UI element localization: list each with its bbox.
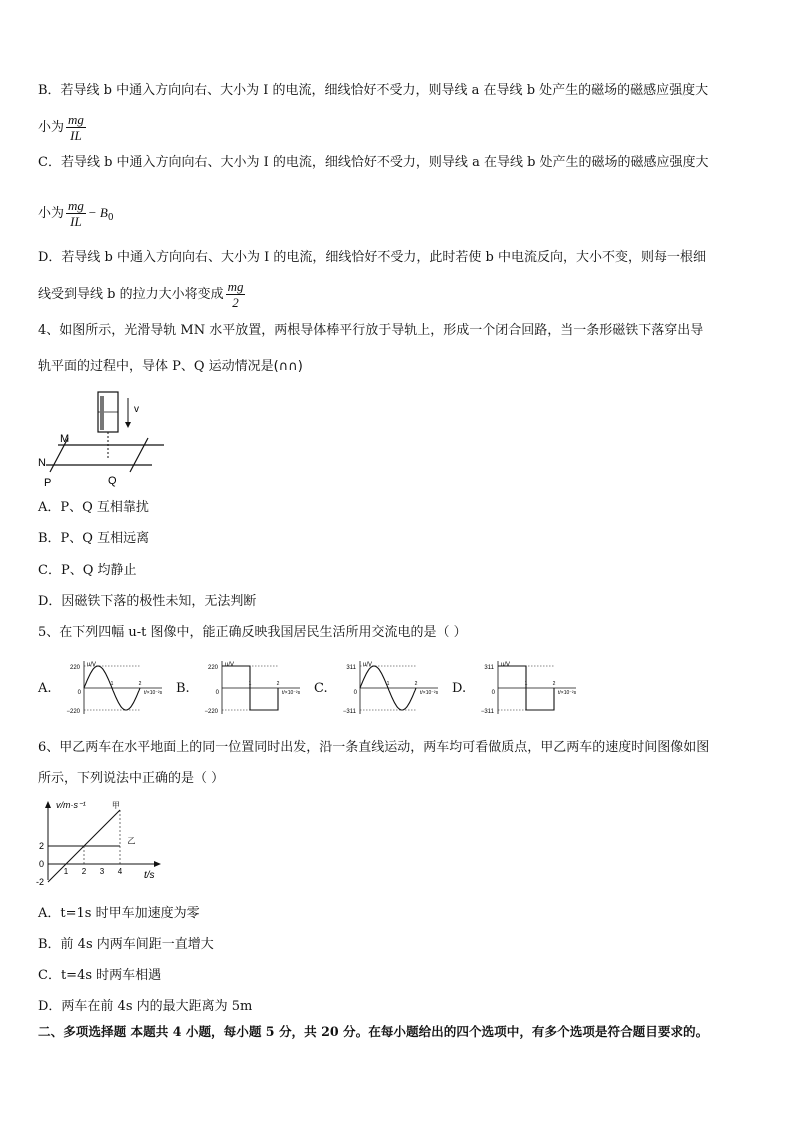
q5-option-label: C. xyxy=(314,681,328,696)
tick-label: 2 xyxy=(414,681,418,687)
q6-velocity-time-chart xyxy=(36,798,166,890)
velocity-arrow-icon xyxy=(125,422,131,428)
fraction-denominator: 2 xyxy=(232,295,239,310)
fraction-numerator: mg xyxy=(227,279,244,294)
tick-label: 1 xyxy=(386,681,390,687)
x-axis-label: t/×10⁻²s xyxy=(144,690,163,696)
q6-option-a: A．t=1s 时甲车加速度为零 xyxy=(38,906,200,921)
y-tick-label: 0 xyxy=(38,859,44,869)
q3-option-c-suffix: − B xyxy=(87,205,108,220)
label-q: Q xyxy=(108,475,117,487)
origin-label: 0 xyxy=(77,690,81,696)
y-axis-label: u/V xyxy=(501,662,511,668)
fraction-denominator: IL xyxy=(70,214,82,229)
x-tick-label: 3 xyxy=(99,867,105,876)
q4-option-c: C．P、Q 均静止 xyxy=(38,563,137,578)
y-axis-label: u/V xyxy=(87,662,97,668)
neg-peak-label: −311 xyxy=(342,709,356,715)
q3-option-c-subscript: 0 xyxy=(107,213,114,223)
q4-stem-line2 xyxy=(38,358,303,376)
q3-option-b-prefix: 小为 xyxy=(38,120,65,135)
y-tick-label: -2 xyxy=(36,877,44,887)
peak-label: 311 xyxy=(484,665,494,671)
q5-option-label: A. xyxy=(38,681,52,696)
bar-magnet-shading xyxy=(100,396,104,430)
q4-option-a: A．P、Q 互相靠扰 xyxy=(38,500,149,515)
peak-label: 311 xyxy=(346,665,356,671)
q4-answer-bracket: (∩∩) xyxy=(273,359,303,374)
label-n: N xyxy=(38,457,46,469)
q6-option-c: C．t=4s 时两车相遇 xyxy=(38,968,162,983)
origin-label: 0 xyxy=(491,690,495,696)
section-2-heading: 二、多项选择题 本题共 4 小题，每小题 5 分，共 20 分。在每小题给出的四个选项中，有多个选项是符合题目要求的。 xyxy=(38,1024,709,1039)
peak-label: 220 xyxy=(207,665,218,671)
x-tick-label: 4 xyxy=(117,867,123,876)
q3-option-d-prefix: 线受到导线 b 的拉力大小将变成 xyxy=(38,287,224,302)
q6-stem-line1: 6、甲乙两车在水平地面上的同一位置同时出发，沿一条直线运动，两车均可看做质点，甲乙两车的速度时间图像如图 xyxy=(38,740,710,755)
tick-label: 1 xyxy=(110,681,114,687)
q5-stem: 5、在下列四幅 u-t 图像中，能正确反映我国居民生活所用交流电的是（ ） xyxy=(38,625,467,640)
velocity-label: v xyxy=(134,404,139,415)
q3-option-c-line2 xyxy=(38,198,114,229)
y-axis-label: u/V xyxy=(225,662,235,668)
label-m: M xyxy=(60,433,70,445)
neg-peak-label: −311 xyxy=(480,709,494,715)
x-axis-label: t/×10⁻²s xyxy=(420,690,439,696)
q5-graph-1 xyxy=(192,658,304,718)
x-tick-label: 2 xyxy=(81,867,87,876)
tick-label: 1 xyxy=(524,681,528,687)
origin-label: 0 xyxy=(353,690,357,696)
q5-option-label: D. xyxy=(452,681,467,696)
tick-label: 2 xyxy=(276,681,280,687)
y-tick-label: 2 xyxy=(38,841,44,851)
peak-label: 220 xyxy=(69,665,80,671)
q4-stem-text: 轨平面的过程中，导体 P、Q 运动情况是 xyxy=(38,359,274,374)
q3-option-c-line1: C．若导线 b 中通入方向向右、大小为 I 的电流，细线恰好不受力，则导线 a 在导线 b 处产生的磁场的磁感应强度大 xyxy=(38,155,709,170)
y-axis-arrow-icon xyxy=(45,801,51,808)
series-label-jia: 甲 xyxy=(111,801,120,811)
tick-label: 2 xyxy=(138,681,142,687)
q5-graph-2 xyxy=(330,658,442,718)
q3-option-b-line1: B．若导线 b 中通入方向向右、大小为 I 的电流，细线恰好不受力，则导线 a 在导线 b 处产生的磁场的磁感应强度大 xyxy=(38,83,709,98)
neg-peak-label: −220 xyxy=(66,709,80,715)
label-p: P xyxy=(44,477,52,489)
fraction-numerator: mg xyxy=(68,198,84,213)
q3-option-d-line2 xyxy=(38,279,247,310)
x-axis-label: t/×10⁻²s xyxy=(282,690,301,696)
q5-option-label: B. xyxy=(176,681,190,696)
q6-option-d: D．两车在前 4s 内的最大距离为 5m xyxy=(38,999,253,1014)
tick-label: 2 xyxy=(552,681,556,687)
x-axis-label: t/s xyxy=(144,870,155,881)
q5-graph-3 xyxy=(468,658,580,718)
y-axis-label: v/m·s⁻¹ xyxy=(56,800,86,810)
origin-label: 0 xyxy=(215,690,219,696)
q3-option-d-fraction xyxy=(226,279,246,310)
fraction-numerator: mg xyxy=(68,112,84,127)
q5-graph-0 xyxy=(54,658,166,718)
q3-option-c-prefix: 小为 xyxy=(38,206,65,221)
tick-label: 1 xyxy=(248,681,252,687)
q6-option-b: B．前 4s 内两车间距一直增大 xyxy=(38,937,214,952)
neg-peak-label: −220 xyxy=(204,709,218,715)
q3-option-c-fraction xyxy=(66,198,86,229)
q6-chart-marks xyxy=(36,801,135,887)
q3-option-d-line1: D．若导线 b 中通入方向向右、大小为 I 的电流，细线恰好不受力，此时若使 b 中电流反向，大小不变，则每一根细 xyxy=(38,250,706,265)
q4-stem-line1: 4、如图所示，光滑导轨 MN 水平放置，两根导体棒平行放于导轨上，形成一个闭合回路，当一条形磁铁下落穿出导 xyxy=(38,323,704,338)
q4-option-b: B．P、Q 互相远离 xyxy=(38,531,150,546)
q4-option-d: D．因磁铁下落的极性未知，无法判断 xyxy=(38,594,257,609)
x-axis-label: t/×10⁻²s xyxy=(558,690,577,696)
q6-stem-line2: 所示，下列说法中正确的是（ ） xyxy=(38,771,225,786)
rod-q xyxy=(130,438,148,472)
q3-option-b-line2 xyxy=(38,112,88,143)
series-label-yi: 乙 xyxy=(127,836,136,846)
x-axis-arrow-icon xyxy=(154,861,161,867)
fraction-denominator: IL xyxy=(70,128,82,143)
q4-magnet-rail-figure xyxy=(36,390,176,490)
x-tick-label: 1 xyxy=(63,867,69,876)
y-axis-label: u/V xyxy=(363,662,373,668)
q3-option-b-fraction xyxy=(66,112,86,143)
